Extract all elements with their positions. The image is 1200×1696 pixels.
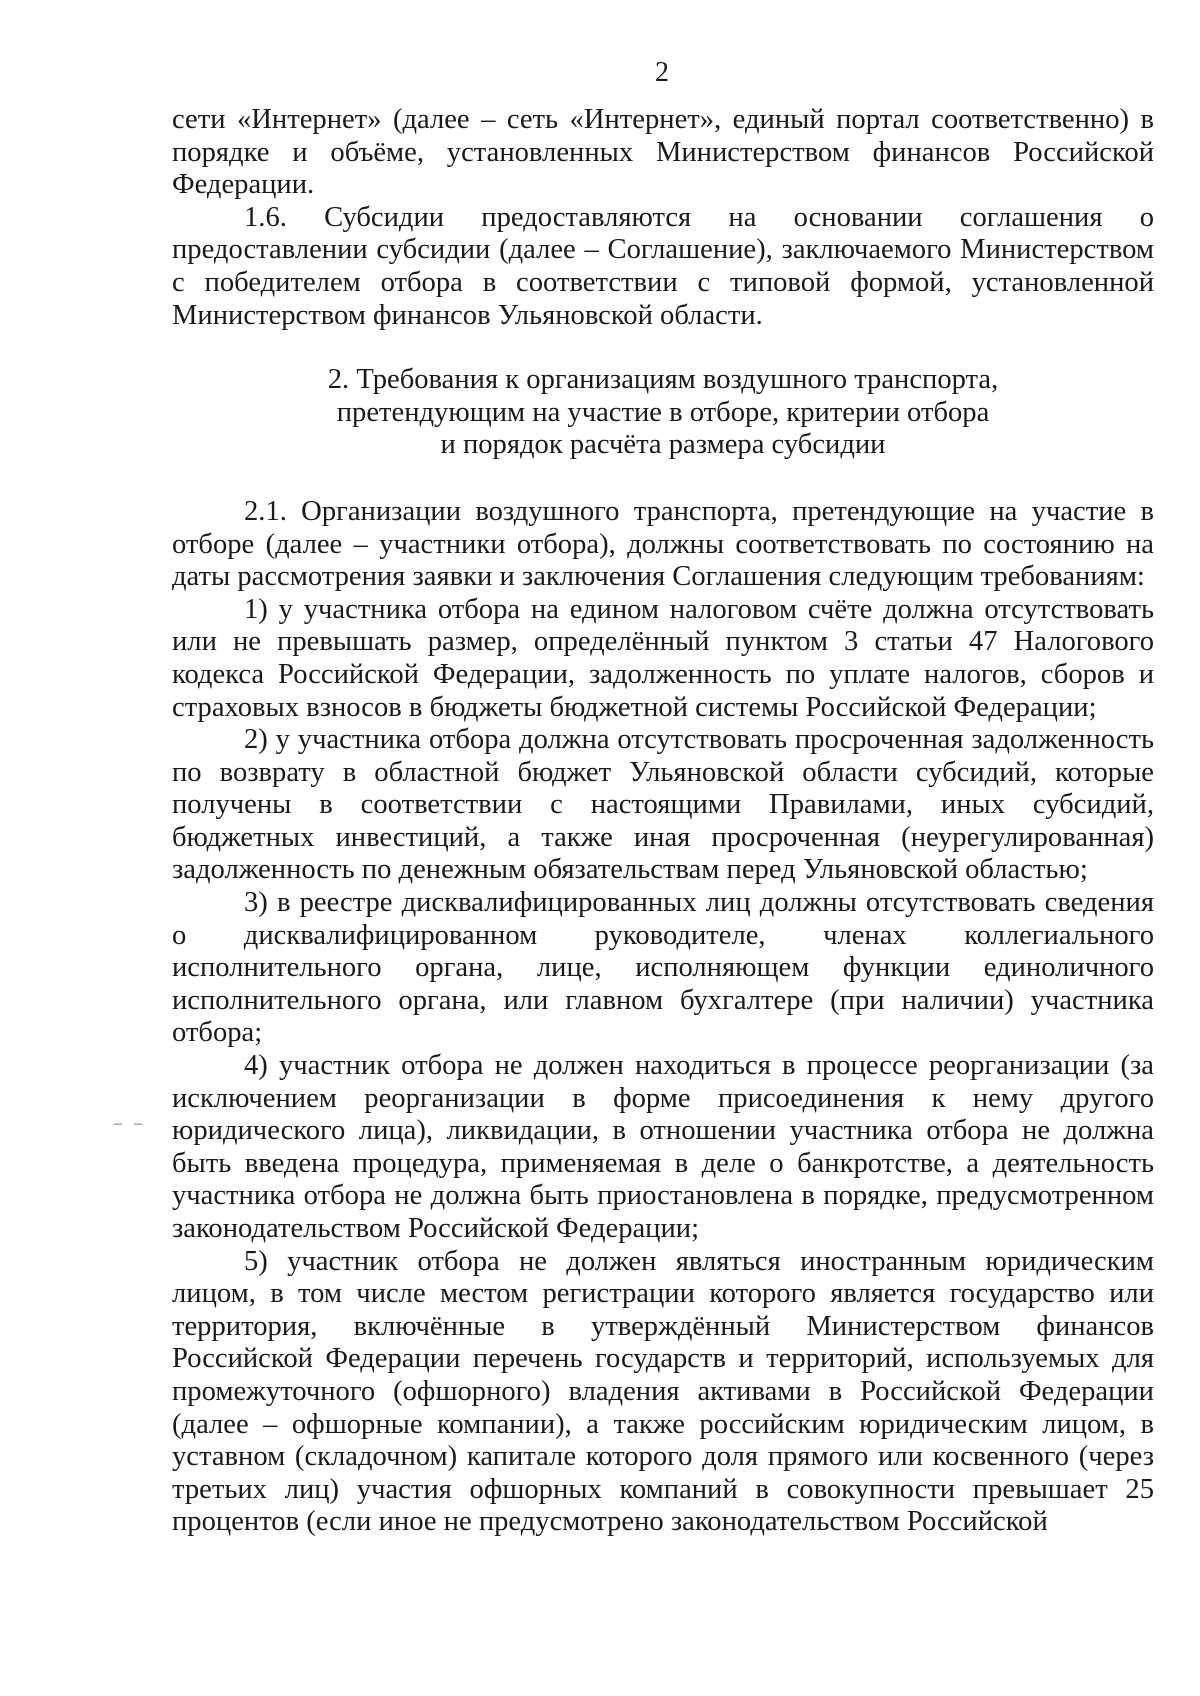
section-2-heading-line-3: и порядок расчёта размера субсидии xyxy=(440,429,886,461)
list-item-5: 5) участник отбора не должен являться иностранным юридическим лицом, в том числе местом регистрации которого является государство или территория, включённые в утверждённый Министерством финансов Российской Федерации перечень государств и территорий, используемых для промежуточного (офшорного) владения активами в Российской Федерации (далее – офшорные компании), а также российским юридическим лицом, в уставном (складочном) капитале которого доля прямого или косвенного (через третьих лиц) участия офшорных компаний в совокупности превышает 25 процентов (если иное не предусмотрено законодательством Российской xyxy=(172,1245,1154,1538)
list-item-3: 3) в реестре дисквалифицированных лиц должны отсутствовать сведения о дисквалифицированном руководителе, членах коллегиального исполнительного органа, лице, исполняющем функции единоличного исполнительного органа, или главном бухгалтере (при наличии) участника отбора; xyxy=(172,887,1154,1049)
section-2-heading-line-1: 2. Требования к организациям воздушного транспорта, xyxy=(327,364,999,396)
list-item-1: 1) у участника отбора на едином налоговом счёте должна отсутствовать или не превышать размер, определённый пунктом 3 статьи 47 Налогового кодекса Российской Федерации, задолженность по уплате налогов, сборов и страховых взносов в бюджеты бюджетной системы Российской Федерации; xyxy=(172,593,1154,723)
paragraph-continuation: сети «Интернет» (далее – сеть «Интернет», единый портал соответственно) в порядке и объёме, установленных Министерством финансов Российской Федерации. xyxy=(172,104,1154,201)
section-2-heading-line-2: претендующим на участие в отборе, критерии отбора xyxy=(336,396,990,428)
list-item-2: 2) у участника отбора должна отсутствовать просроченная задолженность по возврату в областной бюджет Ульяновской области субсидий, которые получены в соответствии с настоящими Правилами, иных субсидий, бюджетных инвестиций, а также иная просроченная (неурегулированная) задолженность по денежным обязательствам перед Ульяновской областью; xyxy=(172,724,1154,886)
paragraph-1-6: 1.6. Субсидии предоставляются на основании соглашения о предоставлении субсидии (далее – Соглашение), заключаемого Министерством с победителем отбора в соответствии с типовой формой, установленной Министерством финансов Ульяновской области. xyxy=(172,201,1154,331)
section-2-heading xyxy=(172,364,1154,462)
page-number: 2 xyxy=(655,57,669,88)
document-body xyxy=(172,104,1154,1539)
margin-mark: – – xyxy=(114,1115,146,1132)
list-item-4: 4) участник отбора не должен находиться в процессе реорганизации (за исключением реорганизации в форме присоединения к нему другого юридического лица), ликвидации, в отношении участника отбора не должна быть введена процедура, применяемая в деле о банкротстве, а деятельность участника отбора не должна быть приостановлена в порядке, предусмотренном законодательством Российской Федерации; xyxy=(172,1050,1154,1244)
paragraph-2-1: 2.1. Организации воздушного транспорта, претендующие на участие в отборе (далее – участники отбора), должны соответствовать по состоянию на даты рассмотрения заявки и заключения Соглашения следующим требованиям: xyxy=(172,495,1154,593)
